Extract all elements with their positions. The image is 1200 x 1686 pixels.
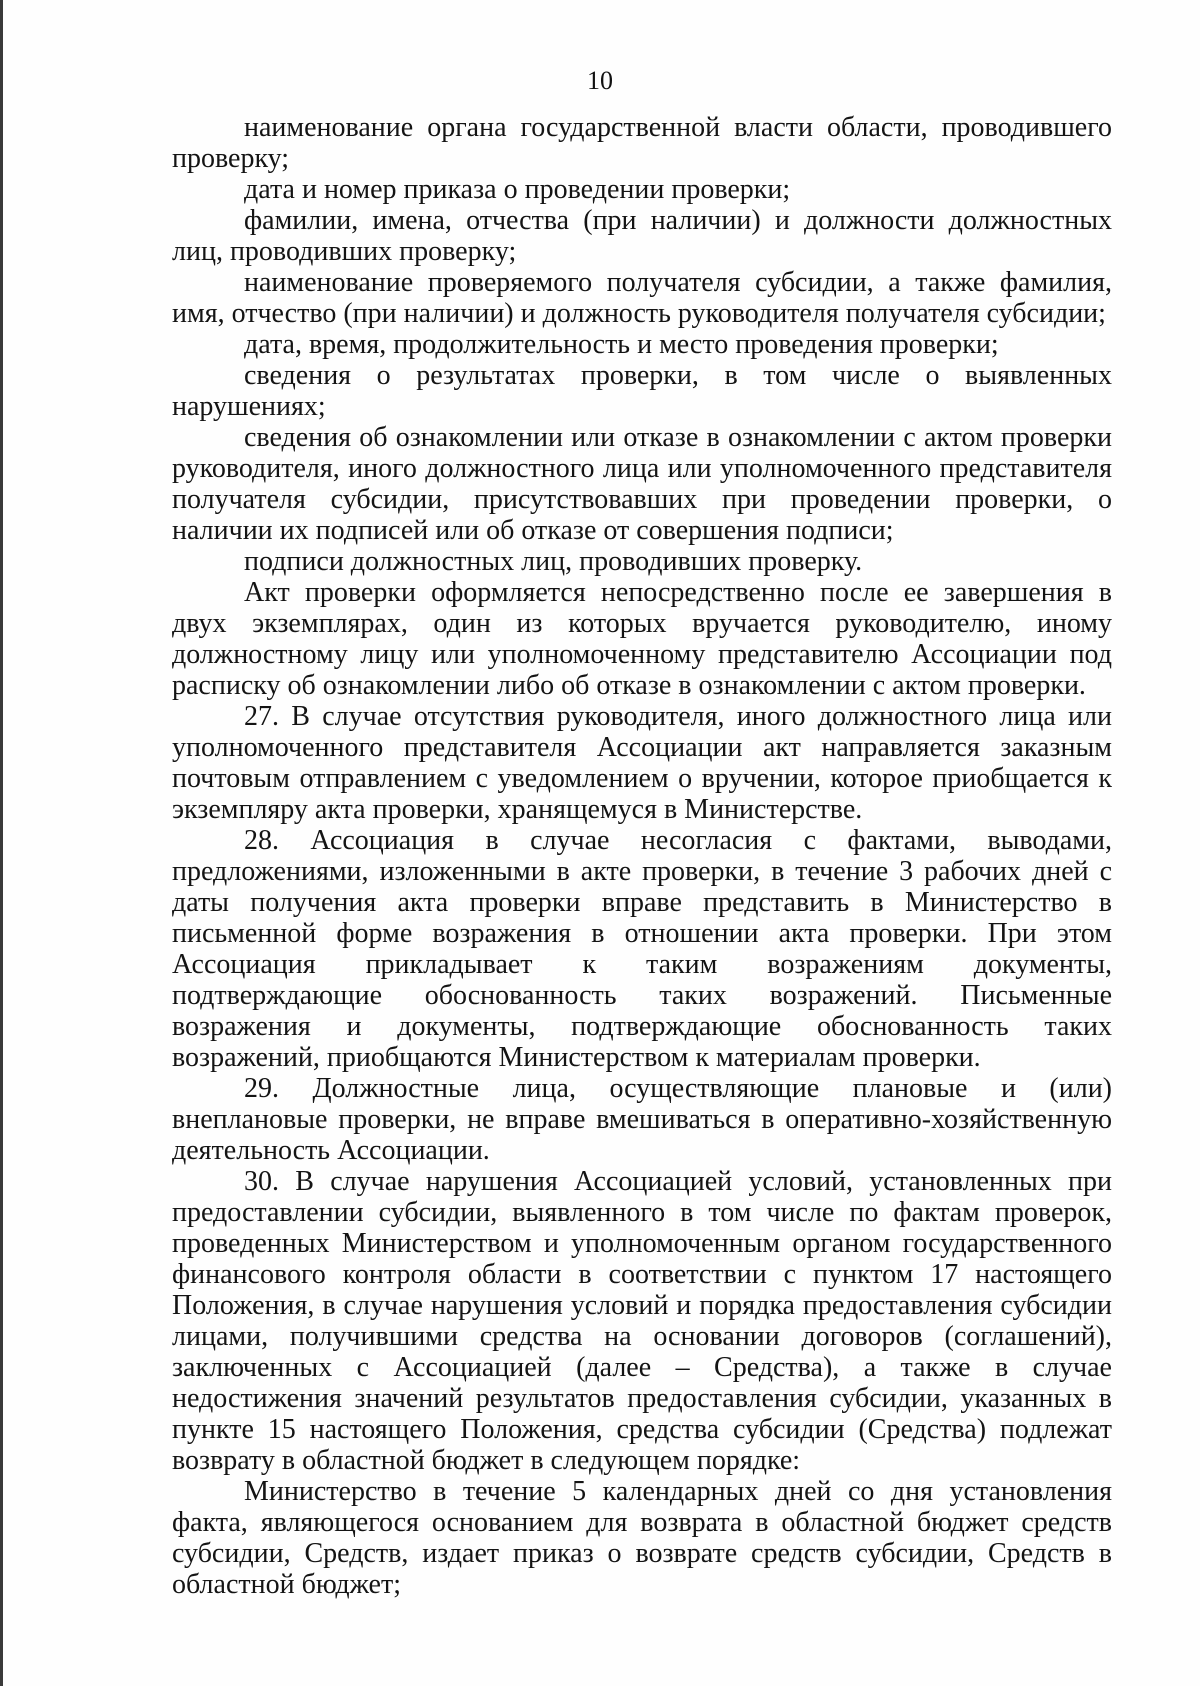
paragraph: наименование органа государственной власти области, проводившего проверку; bbox=[172, 112, 1112, 174]
page-number: 10 bbox=[587, 66, 613, 95]
paragraph: 29. Должностные лица, осуществляющие плановые и (или) внеплановые проверки, не вправе вмешиваться в оперативно-хозяйственную деятельность Ассоциации. bbox=[172, 1073, 1112, 1166]
paragraph: Министерство в течение 5 календарных дней со дня установления факта, являющегося основанием для возврата в областной бюджет средств субсидии, Средств, издает приказ о возврате средств субсидии, Средств в областной бюджет; bbox=[172, 1476, 1112, 1600]
scan-edge bbox=[0, 0, 3, 1686]
paragraph: фамилии, имена, отчества (при наличии) и должности должностных лиц, проводивших проверку; bbox=[172, 205, 1112, 267]
document-body bbox=[172, 112, 1112, 1600]
paragraph: дата и номер приказа о проведении проверки; bbox=[244, 174, 791, 205]
paragraph: 27. В случае отсутствия руководителя, иного должностного лица или уполномоченного представителя Ассоциации акт направляется заказным почтовым отправлением с уведомлением о вручении, которое приобщается к экземпляру акта проверки, хранящемуся в Министерстве. bbox=[172, 701, 1112, 825]
paragraph: сведения о результатах проверки, в том числе о выявленных нарушениях; bbox=[172, 360, 1112, 422]
paragraph: подписи должностных лиц, проводивших проверку. bbox=[244, 546, 863, 577]
paragraph: Акт проверки оформляется непосредственно после ее завершения в двух экземплярах, один из которых вручается руководителю, иному должностному лицу или уполномоченному представителю Ассоциации под расписку об ознакомлении либо об отказе в ознакомлении с актом проверки. bbox=[172, 577, 1112, 701]
paragraph: сведения об ознакомлении или отказе в ознакомлении с актом проверки руководителя, иного должностного лица или уполномоченного представителя получателя субсидии, присутствовавших при проведении проверки, о наличии их подписей или об отказе от совершения подписи; bbox=[172, 422, 1112, 546]
paragraph: 30. В случае нарушения Ассоциацией условий, установленных при предоставлении субсидии, выявленного в том числе по фактам проверок, проведенных Министерством и уполномоченным органом государственного финансового контроля области в соответствии с пунктом 17 настоящего Положения, в случае нарушения условий и порядка предоставления субсидии лицами, получившими средства на основании договоров (соглашений), заключенных с Ассоциацией (далее – Средства), а также в случае недостижения значений результатов предоставления субсидии, указанных в пункте 15 настоящего Положения, средства субсидии (Средства) подлежат возврату в областной бюджет в следующем порядке: bbox=[172, 1166, 1112, 1476]
paragraph: 28. Ассоциация в случае несогласия с фактами, выводами, предложениями, изложенными в акте проверки, в течение 3 рабочих дней с даты получения акта проверки вправе представить в Министерство в письменной форме возражения в отношении акта проверки. При этом Ассоциация прикладывает к таким возражениям документы, подтверждающие обоснованность таких возражений. Письменные возражения и документы, подтверждающие обоснованность таких возражений, приобщаются Министерством к материалам проверки. bbox=[172, 825, 1112, 1073]
paragraph: дата, время, продолжительность и место проведения проверки; bbox=[244, 329, 999, 360]
paragraph: наименование проверяемого получателя субсидии, а также фамилия, имя, отчество (при наличии) и должность руководителя получателя субсидии; bbox=[172, 267, 1112, 329]
